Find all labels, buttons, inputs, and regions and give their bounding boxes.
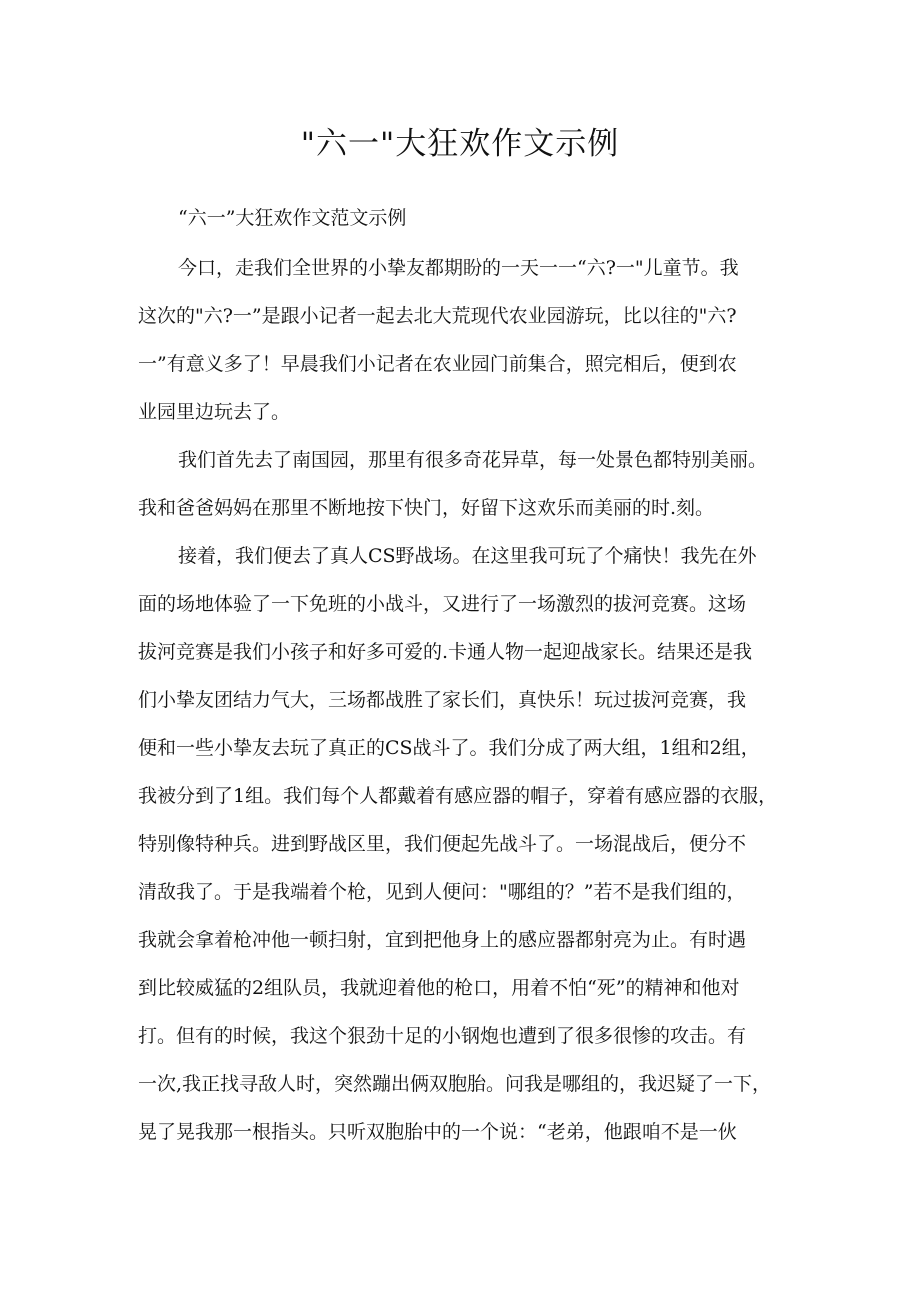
- text-line: 我们首先去了南国园，那里有很多奇花异草，每一处景色都特别美丽。: [178, 449, 768, 471]
- text-line: 今口，走我们全世界的小挚友都期盼的一天一一“六?一"儿童节。我: [178, 257, 739, 279]
- text-line: 我被分到了1组。我们每个人都戴着有感应器的帽子，穿着有感应器的衣服，: [138, 785, 778, 807]
- text-line: 便和一些小挚友去玩了真正的CS战斗了。我们分成了两大组，1组和2组，: [138, 737, 760, 759]
- text-line: 面的场地体验了一下免班的小战斗，又进行了一场激烈的拔河竞赛。这场: [138, 593, 747, 615]
- text-line: 晃了晃我那一根指头。只听双胞胎中的一个说：“老弟，他跟咱不是一伙: [138, 1121, 737, 1143]
- text-line: 业园里边玩去了。: [138, 401, 291, 423]
- text-line: 我和爸爸妈妈在那里不断地按下快门，好留下这欢乐而美丽的时.刻。: [138, 497, 715, 519]
- text-line: 们小挚友团结力气大，三场都战胜了家长们，真快乐！玩过拔河竞赛，我: [138, 689, 747, 711]
- text-line: 特别像特种兵。进到野战区里，我们便起先战斗了。一场混战后，便分不: [138, 833, 747, 855]
- text-line: 一”有意义多了！早晨我们小记者在农业园门前集合，照完相后，便到农: [138, 353, 737, 375]
- text-line: 拔河竞赛是我们小孩子和好多可爱的.卡通人物一起迎战家长。结果还是我: [138, 641, 753, 663]
- text-line: 接着，我们便去了真人CS野战场。在这里我可玩了个痛快！我先在外: [178, 545, 757, 567]
- text-line: 清敌我了。于是我端着个枪，见到人便问："哪组的？”若不是我们组的，: [138, 881, 746, 903]
- text-line: 这次的"六?一”是跟小记者一起去北大荒现代农业园游玩，比以往的"六?: [138, 305, 737, 327]
- text-line: 到比较威猛的2组队员，我就迎着他的枪口，用着不怕“死”的精神和他对: [138, 977, 740, 999]
- text-line: 我就会拿着枪冲他一顿扫射，宜到把他身上的感应器都射亮为止。有时遇: [138, 929, 747, 951]
- document-subtitle: “六一”大狂欢作文范文示例: [178, 207, 407, 229]
- text-line: 一次,我正找寻敌人时，突然蹦出俩双胞胎。问我是哪组的，我迟疑了一下，: [138, 1073, 772, 1095]
- document-title: "六一"大狂欢作文示例: [300, 126, 620, 162]
- text-line: 打。但有的时候，我这个狠劲十足的小钢炮也遭到了很多很惨的攻击。有: [138, 1025, 747, 1047]
